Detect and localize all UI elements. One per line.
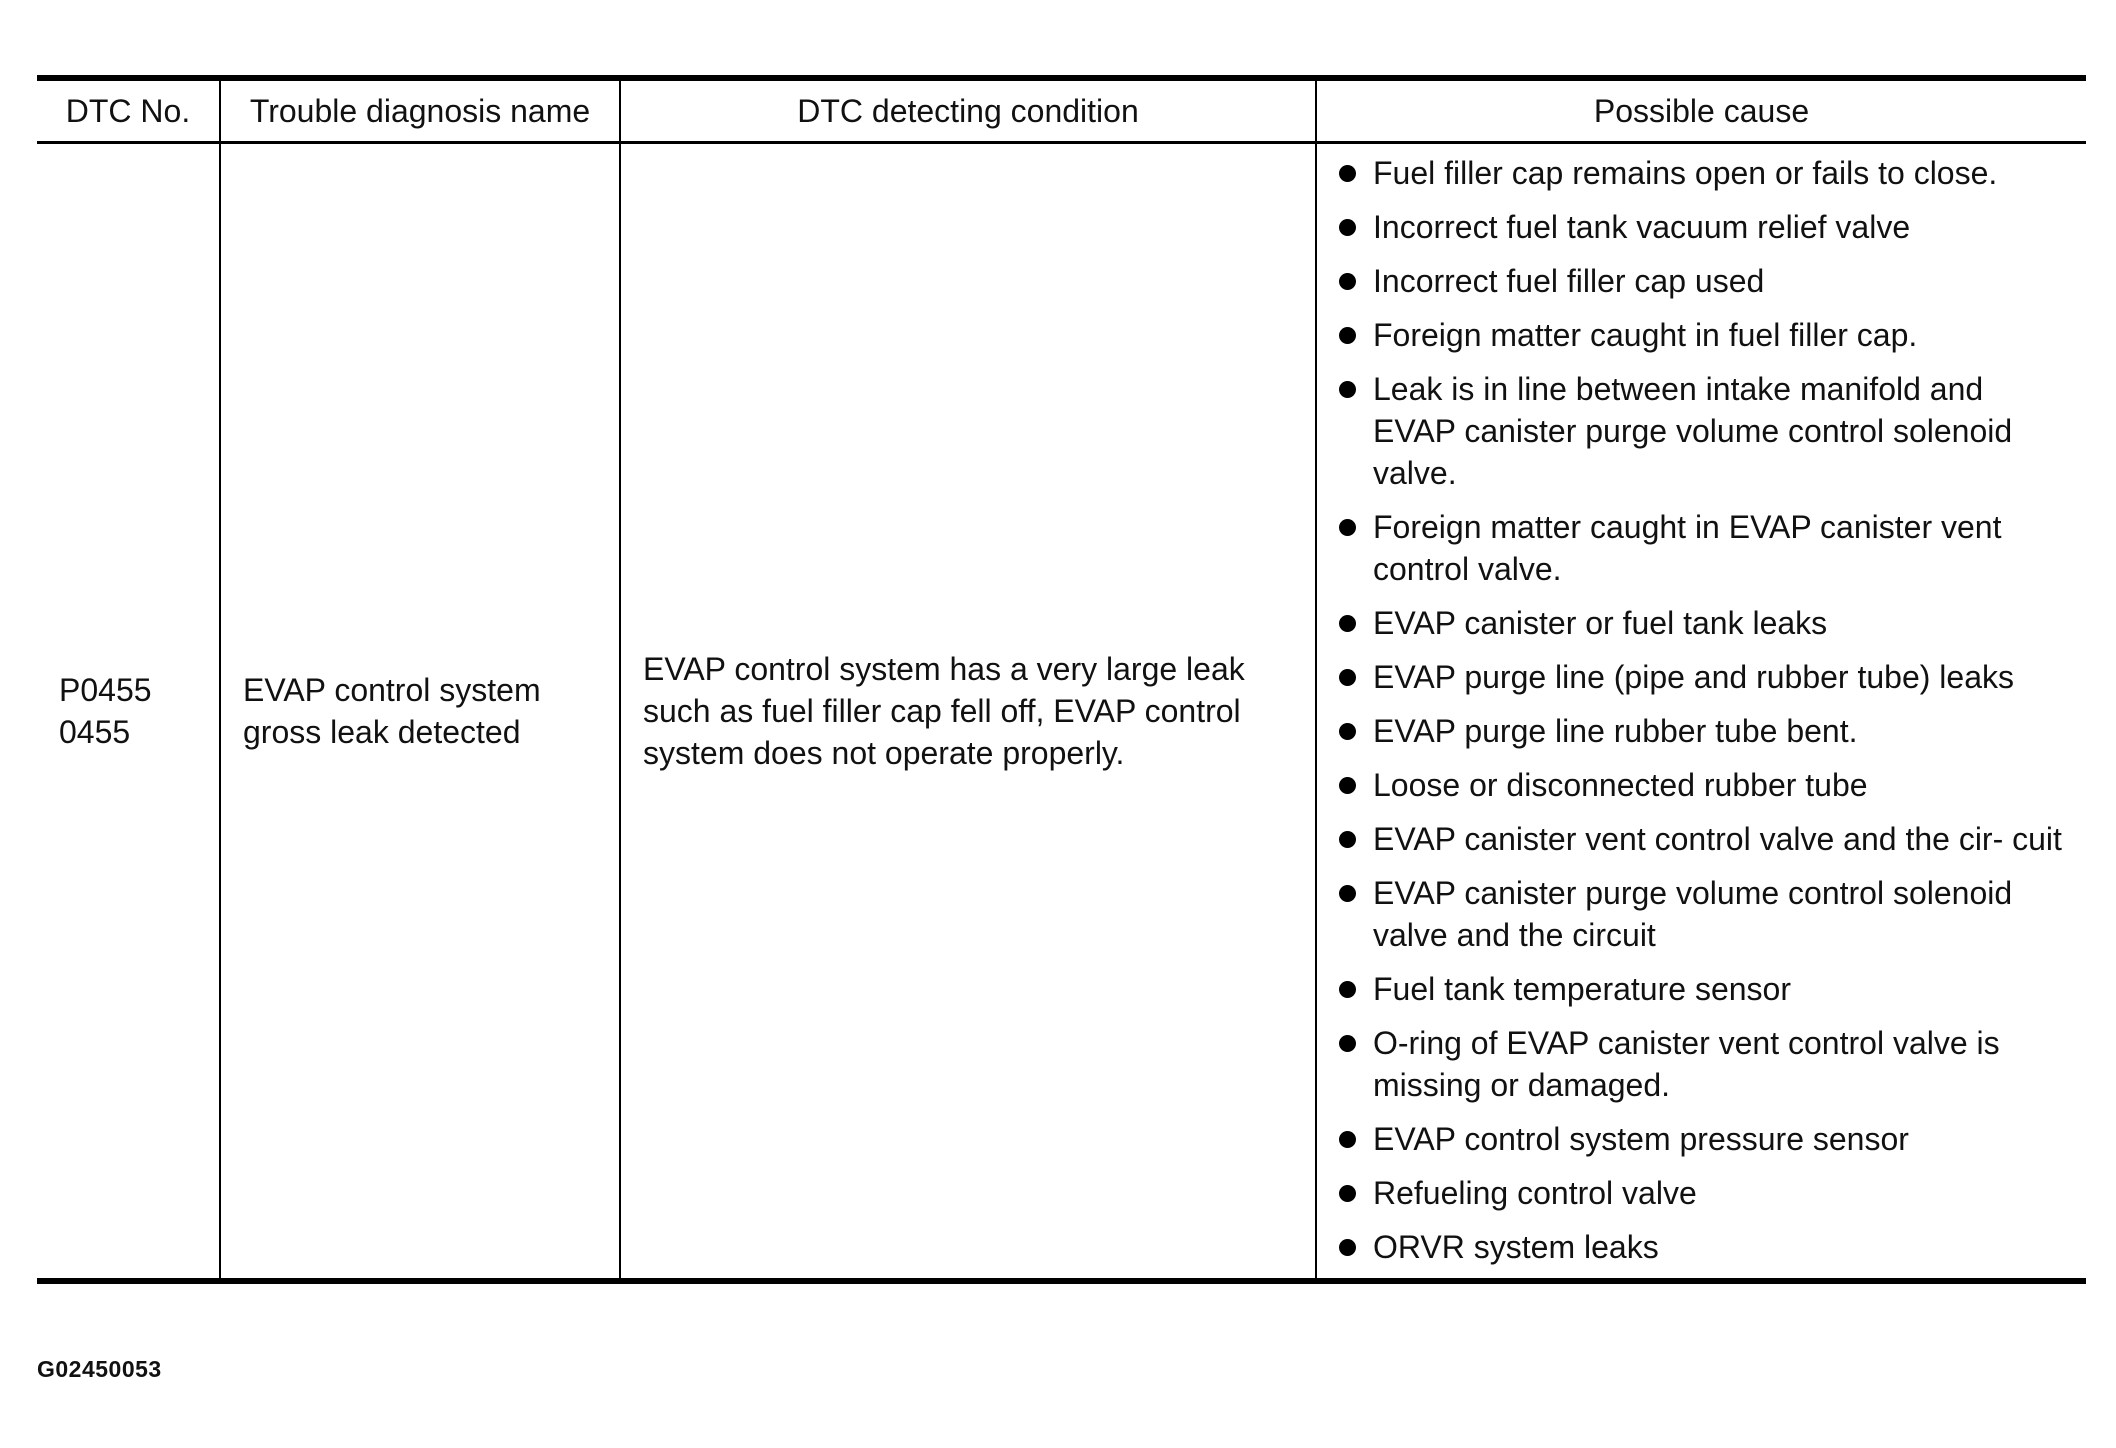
list-item (1339, 602, 2066, 644)
cause-text: Leak is in line between intake manifold and EVAP canister purge volume control solenoid valve. (1373, 371, 2013, 491)
cause-text: Fuel tank temperature sensor (1373, 971, 1791, 1007)
bullet-dot-icon (1339, 723, 1356, 740)
cause-text: Incorrect fuel filler cap used (1373, 263, 1765, 299)
list-item (1339, 506, 2066, 590)
cause-text: Foreign matter caught in fuel filler cap. (1373, 317, 1918, 353)
bullet-dot-icon (1339, 519, 1356, 536)
bullet-dot-icon (1339, 381, 1356, 398)
bullet-dot-icon (1339, 327, 1356, 344)
cause-text: EVAP canister or fuel tank leaks (1373, 605, 1828, 641)
header-trouble-diagnosis-name: Trouble diagnosis name (220, 78, 620, 143)
dtc-number-primary: P0455 (59, 672, 152, 708)
bullet-dot-icon (1339, 885, 1356, 902)
cause-text: EVAP canister vent control valve and the cir- cuit (1373, 821, 2062, 857)
cause-text: Foreign matter caught in EVAP canister vent control valve. (1373, 509, 2002, 587)
bullet-dot-icon (1339, 165, 1356, 182)
table-row (37, 143, 2086, 1282)
list-item (1339, 656, 2066, 698)
list-item (1339, 872, 2066, 956)
table-header-row (37, 78, 2086, 143)
figure-code: G02450053 (37, 1356, 162, 1382)
trouble-diagnosis-name-cell: EVAP control system gross leak detected (220, 143, 620, 1282)
dtc-detecting-condition-cell: EVAP control system has a very large leak such as fuel filler cap fell off, EVAP control system does not operate properly. (620, 143, 1316, 1282)
bullet-dot-icon (1339, 981, 1356, 998)
dtc-number-secondary: 0455 (59, 714, 131, 750)
bullet-dot-icon (1339, 1239, 1356, 1256)
dtc-table (37, 75, 2086, 1284)
list-item (1339, 764, 2066, 806)
cause-text: EVAP control system pressure sensor (1373, 1121, 1909, 1157)
bullet-dot-icon (1339, 1035, 1356, 1052)
list-item (1339, 1118, 2066, 1160)
list-item (1339, 206, 2066, 248)
cause-text: ORVR system leaks (1373, 1229, 1659, 1265)
list-item (1339, 1022, 2066, 1106)
list-item (1339, 152, 2066, 194)
dtc-number-cell (37, 143, 220, 1282)
list-item (1339, 710, 2066, 752)
cause-text: EVAP purge line (pipe and rubber tube) leaks (1373, 659, 2014, 695)
cause-text: EVAP canister purge volume control solenoid valve and the circuit (1373, 875, 2013, 953)
cause-text: Incorrect fuel tank vacuum relief valve (1373, 209, 1911, 245)
bullet-dot-icon (1339, 615, 1356, 632)
cause-text: Fuel filler cap remains open or fails to close. (1373, 155, 1998, 191)
bullet-dot-icon (1339, 273, 1356, 290)
bullet-dot-icon (1339, 1185, 1356, 1202)
header-dtc-no: DTC No. (37, 78, 220, 143)
cause-text: EVAP purge line rubber tube bent. (1373, 713, 1858, 749)
possible-cause-cell (1316, 143, 2086, 1282)
bullet-dot-icon (1339, 777, 1356, 794)
list-item (1339, 818, 2066, 860)
list-item (1339, 314, 2066, 356)
bullet-dot-icon (1339, 219, 1356, 236)
list-item (1339, 368, 2066, 494)
list-item (1339, 1226, 2066, 1268)
list-item (1339, 260, 2066, 302)
cause-text: O-ring of EVAP canister vent control valve is missing or damaged. (1373, 1025, 2000, 1103)
cause-text: Refueling control valve (1373, 1175, 1697, 1211)
possible-cause-list (1339, 152, 2066, 1268)
list-item (1339, 968, 2066, 1010)
bullet-dot-icon (1339, 1131, 1356, 1148)
header-dtc-detecting-condition: DTC detecting condition (620, 78, 1316, 143)
header-possible-cause: Possible cause (1316, 78, 2086, 143)
bullet-dot-icon (1339, 831, 1356, 848)
cause-text: Loose or disconnected rubber tube (1373, 767, 1868, 803)
bullet-dot-icon (1339, 669, 1356, 686)
list-item (1339, 1172, 2066, 1214)
